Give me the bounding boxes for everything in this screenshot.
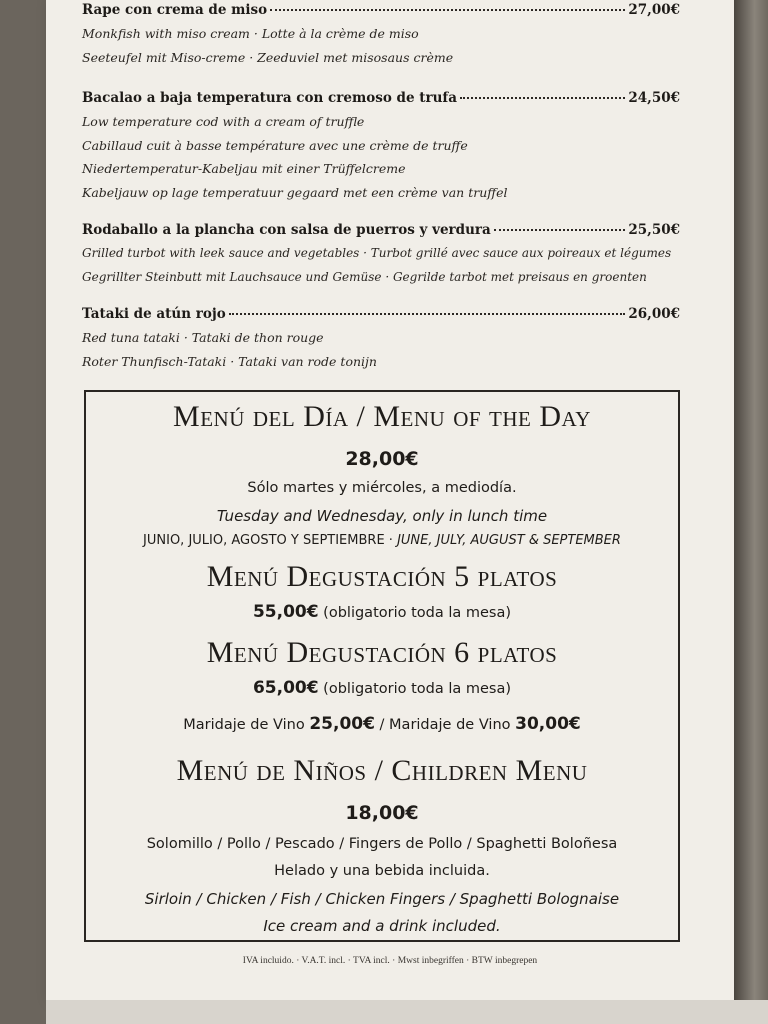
tax-footer: IVA incluido. · V.A.T. incl. · TVA incl. · Mwst inbegriffen · BTW inbegrepen bbox=[242, 956, 538, 966]
children-extra-en: Ice cream and a drink included. bbox=[263, 917, 501, 935]
dish-translation: Cabillaud cuit à basse température avec une crème de truffe bbox=[82, 137, 468, 153]
dot-leader bbox=[494, 217, 626, 231]
tasting-6-title: Menú Degustación 6 platos bbox=[206, 636, 558, 669]
dish-translation: Roter Thunfisch-Tataki · Tataki van rode tonijn bbox=[82, 353, 377, 369]
dish-translation: Gegrillter Steinbutt mit Lauchsauce und Gemüse · Gegrilde tarbot met preisaus en groenten bbox=[82, 269, 647, 284]
dish-name: Bacalao a baja temperatura con cremoso de trufa bbox=[82, 90, 457, 106]
tasting-6-price: 65,00€ bbox=[252, 678, 319, 698]
tasting-5-title: Menú Degustación 5 platos bbox=[206, 560, 558, 593]
dish-translation: Grilled turbot with leek sauce and vegetables · Turbot grillé avec sauce aux poireaux et légumes bbox=[82, 246, 672, 260]
background-strip bbox=[734, 0, 768, 1024]
menu-day-price: 28,00€ bbox=[345, 448, 419, 470]
months-en: JUNE, JULY, AUGUST & SEPTEMBER bbox=[397, 533, 621, 548]
pairing-label-1: Maridaje de Vino bbox=[183, 717, 310, 733]
tasting-5-price-line bbox=[86, 602, 678, 622]
set-menus-box bbox=[84, 390, 680, 942]
dish-translation: Red tuna tataki · Tataki de thon rouge bbox=[82, 330, 324, 345]
dish-translation: Low temperature cod with a cream of truffle bbox=[82, 114, 365, 129]
children-items-es: Solomillo / Pollo / Pescado / Fingers de Pollo / Spaghetti Boloñesa bbox=[146, 836, 618, 852]
dot-leader bbox=[460, 85, 625, 99]
menu-day-months bbox=[86, 533, 678, 548]
tasting-6-note: (obligatorio toda la mesa) bbox=[318, 681, 512, 697]
dish-item bbox=[82, 88, 680, 204]
dot-leader bbox=[270, 0, 625, 11]
dish-translation: Kabeljauw op lage temperatuur gegaard met een crème van truffel bbox=[82, 184, 508, 200]
wine-pairing-line bbox=[86, 714, 678, 734]
tasting-6-price-line bbox=[86, 678, 678, 698]
children-menu-title: Menú de Niños / Children Menu bbox=[176, 754, 588, 787]
dish-item bbox=[82, 0, 680, 69]
children-extra-es: Helado y una bebida incluida. bbox=[274, 863, 490, 879]
dish-price: 25,50€ bbox=[628, 222, 680, 238]
dot-leader bbox=[229, 301, 626, 315]
tasting-5-price: 55,00€ bbox=[252, 602, 319, 622]
pairing-price-1: 25,00€ bbox=[309, 714, 375, 734]
dish-translation: Niedertemperatur-Kabeljau mit einer Trüffelcreme bbox=[82, 161, 406, 176]
children-items-en: Sirloin / Chicken / Fish / Chicken Fingers / Spaghetti Bolognaise bbox=[144, 890, 620, 908]
tasting-5-note: (obligatorio toda la mesa) bbox=[318, 605, 512, 621]
dish-item bbox=[82, 304, 680, 373]
dish-price: 27,00€ bbox=[628, 2, 680, 18]
dish-item bbox=[82, 220, 680, 289]
dish-price: 26,00€ bbox=[628, 306, 680, 322]
pairing-separator: / bbox=[374, 717, 390, 733]
dish-name: Rape con crema de miso bbox=[82, 2, 268, 18]
months-es: JUNIO, JULIO, AGOSTO Y SEPTIEMBRE · bbox=[143, 533, 398, 548]
menu-day-title: Menú del Día / Menu of the Day bbox=[173, 400, 591, 433]
pairing-price-2: 30,00€ bbox=[515, 714, 581, 734]
page-edge bbox=[46, 1000, 768, 1024]
dish-translation: Seeteufel mit Miso-creme · Zeeduviel met misosaus crème bbox=[82, 49, 454, 65]
dish-price: 24,50€ bbox=[628, 90, 680, 106]
pairing-label-2: Maridaje de Vino bbox=[389, 717, 516, 733]
children-menu-price: 18,00€ bbox=[345, 802, 419, 824]
dish-name: Tataki de atún rojo bbox=[82, 306, 226, 322]
menu-day-note-es: Sólo martes y miércoles, a mediodía. bbox=[247, 480, 517, 496]
dish-translation: Monkfish with miso cream · Lotte à la crème de miso bbox=[82, 26, 419, 41]
menu-day-note-en: Tuesday and Wednesday, only in lunch time bbox=[216, 507, 548, 525]
dish-name: Rodaballo a la plancha con salsa de puerros y verdura bbox=[82, 222, 491, 238]
